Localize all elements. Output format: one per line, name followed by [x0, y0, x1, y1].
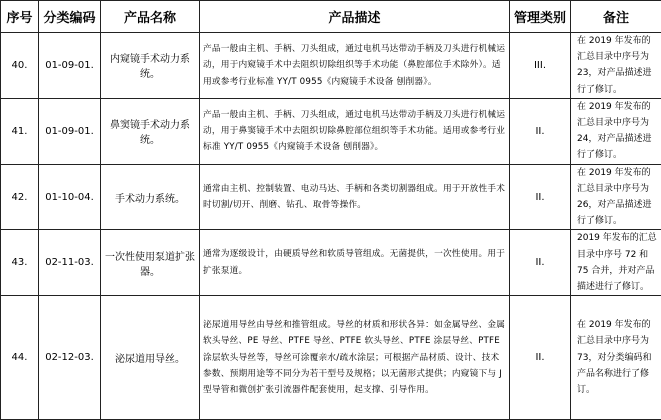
- cell-name: 泌尿道用导丝。: [101, 296, 200, 420]
- cell-note: 在 2019 年发布的汇总目录中序号为 73，对分类编码和产品名称进行了修订。: [571, 296, 661, 420]
- header-note: 备注: [571, 1, 661, 33]
- header-category: 管理类别: [510, 1, 571, 33]
- cell-category: II.: [510, 296, 571, 420]
- cell-code: 01-09-01.: [39, 33, 101, 99]
- cell-note: 2019 年发布的汇总目录中序号 72 和 75 合并，并对产品描述进行了修订。: [571, 230, 661, 296]
- table-header-row: [1, 1, 661, 33]
- cell-desc: 产品一般由主机、手柄、刀头组成，通过电机马达带动手柄及刀头进行机械运动，用于内窥镜手术中去阻织切除组织等手术功能（鼻腔部位手术除外）。适用或参考行业标准 YY/T 0955《内窥镜手术设备 刨削器》。: [200, 33, 510, 99]
- cell-seq: 41.: [1, 98, 39, 164]
- cell-name: 一次性使用泵道扩张器。: [101, 230, 200, 296]
- cell-seq: 44.: [1, 296, 39, 420]
- cell-seq: 40.: [1, 33, 39, 99]
- cell-desc: 产品一般由主机、手柄、刀头组成，通过电机马达带动手柄及刀头进行机械运动，用于鼻窦镜手术中去阻织切除鼻腔部位组织等手术功能。适用或参考行业标准 YY/T 0955《内窥镜手术设备 刨削器》。: [200, 98, 510, 164]
- table-row: [1, 164, 661, 230]
- cell-category: II.: [510, 164, 571, 230]
- cell-category: II.: [510, 230, 571, 296]
- cell-seq: 42.: [1, 164, 39, 230]
- cell-name: 手术动力系统。: [101, 164, 200, 230]
- cell-desc: 通常为逐级设计，由硬质导丝和软质导管组成。无菌提供，一次性使用。用于扩张泵道。: [200, 230, 510, 296]
- table-row: [1, 230, 661, 296]
- header-name: 产品名称: [101, 1, 200, 33]
- table-row: [1, 296, 661, 420]
- header-desc: 产品描述: [200, 1, 510, 33]
- cell-name: 鼻窦镜手术动力系统。: [101, 98, 200, 164]
- cell-desc: 通常由主机、控制装置、电动马达、手柄和各类切割器组成。用于开放性手术时切割/切开、削磨、钻孔、取骨等操作。: [200, 164, 510, 230]
- cell-code: 01-09-01.: [39, 98, 101, 164]
- header-seq: 序号: [1, 1, 39, 33]
- cell-note: 在 2019 年发布的汇总目录中序号为 23，对产品描述进行了修订。: [571, 33, 661, 99]
- table-row: [1, 98, 661, 164]
- cell-code: 01-10-04.: [39, 164, 101, 230]
- cell-desc: 泌尿道用导丝由导丝和推管组成。导丝的材质和形状各异：如金属导丝、金属软头导丝、PE 导丝、PTFE 导丝、PTFE 软头导丝、PTFE 涂层导丝、PTFE 涂层软头导丝等，导丝可涂覆亲水/疏水涂层；可根据产品材质、设计、技术参数、预期用途等不同分为若干型号及规格；以无菌形式提供；内窥镜下与 J 型导管和微创扩张引流器件配套使用，起支撑、引导作用。: [200, 296, 510, 420]
- cell-code: 02-12-03.: [39, 296, 101, 420]
- cell-code: 02-11-03.: [39, 230, 101, 296]
- header-code: 分类编码: [39, 1, 101, 33]
- cell-note: 在 2019 年发布的汇总目录中序号为 24，对产品描述进行了修订。: [571, 98, 661, 164]
- cell-name: 内窥镜手术动力系统。: [101, 33, 200, 99]
- cell-category: III.: [510, 33, 571, 99]
- cell-note: 在 2019 年发布的汇总目录中序号为 26，对产品描述进行了修订。: [571, 164, 661, 230]
- cell-seq: 43.: [1, 230, 39, 296]
- table-row: [1, 33, 661, 99]
- cell-category: II.: [510, 98, 571, 164]
